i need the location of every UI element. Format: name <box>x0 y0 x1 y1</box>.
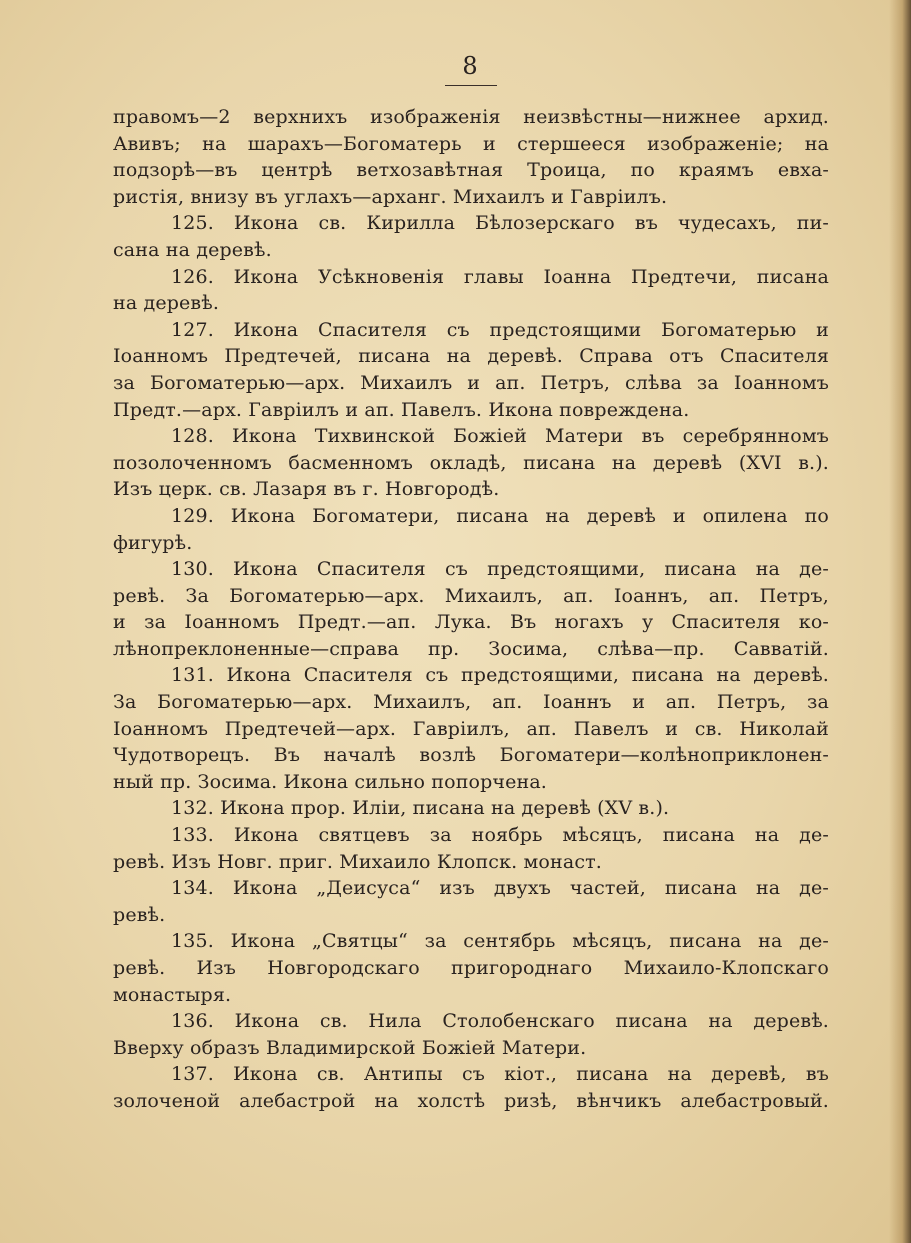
text-line: монастыря. <box>113 983 232 1006</box>
text-line: 126. Икона Усѣкновенія главы Іоанна Предтечи, писана <box>171 265 829 288</box>
page-number-rule <box>445 85 497 86</box>
text-line: 128. Икона Тихвинской Божіей Матери въ серебрянномъ <box>171 425 829 448</box>
text-line: Авивъ; на шарахъ—Богоматерь и стершееся изображеніе; на <box>113 132 829 155</box>
page-number: 8 <box>462 52 478 80</box>
text-line: ревѣ. Изъ Новгородскаго пригороднаго Михаило-Клопскаго <box>113 957 829 979</box>
text-line: позолоченномъ басменномъ окладѣ, писана на деревѣ (XVI в.). <box>113 451 829 474</box>
text-line: сана на деревѣ. <box>113 238 272 261</box>
text-line: Изъ церк. св. Лазаря въ г. Новгородѣ. <box>113 478 500 501</box>
text-line: 137. Икона св. Антипы съ кіот., писана на деревѣ, въ <box>171 1063 829 1086</box>
text-line: Іоанномъ Предтечей, писана на деревѣ. Справа отъ Спасителя <box>113 345 829 368</box>
text-line: золоченой алебастрой на холстѣ ризѣ, вѣнчикъ алебастровый. <box>113 1089 829 1112</box>
text-line: Іоанномъ Предтечей—арх. Гавріилъ, ап. Павелъ и св. Николай <box>113 717 829 740</box>
text-line: 131. Икона Спасителя съ предстоящими, писана на деревѣ. <box>171 664 829 687</box>
text-line: лѣнопреклоненные—справа пр. Зосима, слѣва—пр. Савватій. <box>113 637 829 660</box>
text-line: 136. Икона св. Нила Столобенскаго писана на деревѣ. <box>171 1010 829 1033</box>
text-line: ный пр. Зосима. Икона сильно попорчена. <box>113 770 547 793</box>
text-line: ристія, внизу въ углахъ—арханг. Михаилъ и Гавріилъ. <box>113 185 668 208</box>
text-line: Чудотворецъ. Въ началѣ возлѣ Богоматери—колѣноприклонен- <box>113 744 829 767</box>
text-line: 132. Икона прор. Иліи, писана на деревѣ (XV в.). <box>171 797 670 820</box>
text-line: 134. Икона „Деисуса“ изъ двухъ частей, писана на де- <box>171 877 829 900</box>
text-line: ревѣ. За Богоматерью—арх. Михаилъ, ап. Іоаннъ, ап. Петръ, <box>113 584 829 607</box>
text-line: Вверху образъ Владимирской Божіей Матери. <box>113 1036 587 1059</box>
text-line: за Богоматерью—арх. Михаилъ и ап. Петръ, слѣва за Іоанномъ <box>113 371 829 394</box>
text-line: подзорѣ—въ центрѣ ветхозавѣтная Троица, по краямъ евха- <box>113 159 829 182</box>
text-body <box>113 104 829 1115</box>
text-line: Предт.—арх. Гавріилъ и ап. Павелъ. Икона повреждена. <box>113 398 690 421</box>
text-line: ревѣ. Изъ Новг. приг. Михаило Клопск. монаст. <box>113 850 602 873</box>
text-line: 135. Икона „Святцы“ за сентябрь мѣсяцъ, писана на де- <box>171 930 829 953</box>
text-line: на деревѣ. <box>113 292 220 315</box>
text-line: ревѣ. <box>113 903 166 926</box>
text-line: правомъ—2 верхнихъ изображенія неизвѣстны—нижнее архид. <box>113 106 829 128</box>
text-line: 133. Икона святцевъ за ноябрь мѣсяцъ, писана на де- <box>171 824 829 847</box>
text-line: фигурѣ. <box>113 531 193 554</box>
text-line: За Богоматерью—арх. Михаилъ, ап. Іоаннъ и ап. Петръ, за <box>113 691 829 714</box>
text-line: 125. Икона св. Кирилла Бѣлозерскаго въ чудесахъ, пи- <box>171 212 829 235</box>
text-line: и за Іоанномъ Предт.—ап. Лука. Въ ногахъ у Спасителя ко- <box>113 611 829 634</box>
page-edge-shadow <box>889 0 911 1243</box>
text-line: 130. Икона Спасителя съ предстоящими, писана на де- <box>171 558 829 581</box>
text-line: 127. Икона Спасителя съ предстоящими Богоматерью и <box>171 318 829 341</box>
text-line: 129. Икона Богоматери, писана на деревѣ и опилена по <box>171 504 829 527</box>
